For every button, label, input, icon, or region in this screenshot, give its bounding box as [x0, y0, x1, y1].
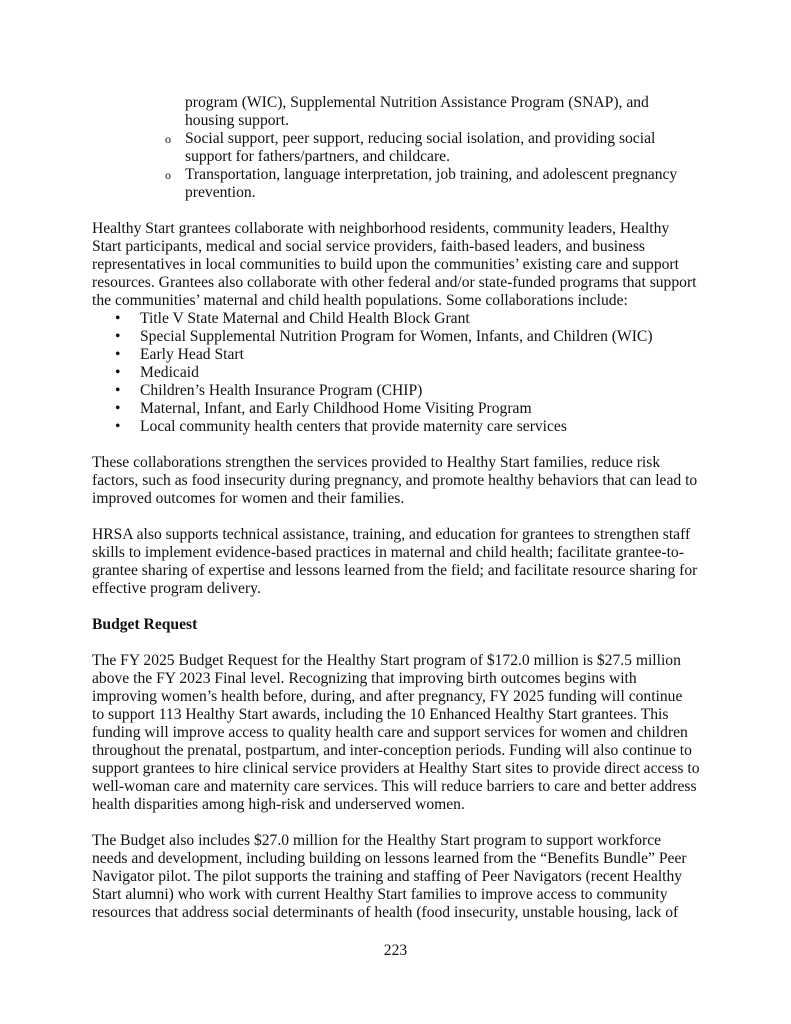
line-text: Maternal, Infant, and Early Childhood Home Visiting Program [140, 400, 532, 417]
workforce-paragraph-line [92, 832, 712, 850]
line-text: needs and development, including building on lessons learned from the “Benefits Bundle” Peer [92, 850, 687, 867]
line-text: Title V State Maternal and Child Health Block Grant [140, 310, 470, 327]
hrsa-paragraph-line [92, 544, 712, 562]
sub-bullet-item-line [92, 94, 712, 112]
document-body [92, 94, 712, 922]
line-text: The FY 2025 Budget Request for the Healthy Start program of $172.0 million is $27.5 million [92, 652, 681, 669]
collaboration-paragraph-line [92, 220, 712, 238]
hrsa-paragraph-line [92, 580, 712, 598]
line-text: Medicaid [140, 364, 199, 381]
line-text: well-woman care and maternity care services. This will reduce barriers to care and better address [92, 778, 697, 795]
strengthen-paragraph-line [92, 454, 712, 472]
bullet-list-item [92, 400, 712, 418]
line-text: support for fathers/partners, and childcare. [185, 148, 450, 165]
line-text: housing support. [185, 112, 289, 129]
line-text: funding will improve access to quality health care and support services for women and children [92, 724, 688, 741]
bullet-icon: • [115, 310, 121, 327]
line-text: throughout the prenatal, postpartum, and inter-conception periods. Funding will also continue to [92, 742, 692, 759]
hrsa-paragraph-line [92, 562, 712, 580]
line-text: resources. Grantees also collaborate with other federal and/or state-funded programs that support [92, 274, 697, 291]
spacer [92, 508, 712, 526]
budget-paragraph-line [92, 742, 712, 760]
budget-paragraph-line [92, 670, 712, 688]
bullet-icon: • [115, 328, 121, 345]
bullet-icon: • [115, 382, 121, 399]
bullet-icon: • [115, 364, 121, 381]
line-text: factors, such as food insecurity during pregnancy, and promote healthy behaviors that can lead to [92, 472, 698, 489]
bullet-icon: • [115, 400, 121, 417]
line-text: Local community health centers that provide maternity care services [140, 418, 567, 435]
line-text: grantee sharing of expertise and lessons learned from the field; and facilitate resource sharing for [92, 562, 698, 579]
line-text: resources that address social determinants of health (food insecurity, unstable housing, lack of [92, 904, 679, 921]
bullet-icon: • [115, 346, 121, 363]
bullet-list-item [92, 346, 712, 364]
budget-paragraph-line [92, 724, 712, 742]
budget-paragraph-line [92, 652, 712, 670]
line-text: health disparities among high-risk and underserved women. [92, 796, 465, 813]
line-text: Start participants, medical and social service providers, faith-based leaders, and business [92, 238, 645, 255]
line-text: support grantees to hire clinical service providers at Healthy Start sites to provide direct access to [92, 760, 700, 777]
line-text: Budget Request [92, 616, 198, 633]
hollow-bullet-icon: o [165, 132, 171, 146]
collaboration-paragraph-line [92, 292, 712, 310]
line-text: Special Supplemental Nutrition Program for Women, Infants, and Children (WIC) [140, 328, 653, 345]
collaboration-paragraph-line [92, 274, 712, 292]
budget-paragraph-line [92, 796, 712, 814]
workforce-paragraph-line [92, 904, 712, 922]
bullet-list-item [92, 328, 712, 346]
spacer [92, 634, 712, 652]
line-text: the communities’ maternal and child health populations. Some collaborations include: [92, 292, 628, 309]
line-text: to support 113 Healthy Start awards, including the 10 Enhanced Healthy Start grantees. This [92, 706, 669, 723]
section-heading [92, 616, 712, 634]
line-text: Healthy Start grantees collaborate with neighborhood residents, community leaders, Healthy [92, 220, 670, 237]
sub-bullet-item-line [92, 184, 712, 202]
bullet-list-item [92, 310, 712, 328]
line-text: skills to implement evidence-based practices in maternal and child health; facilitate grantee-to- [92, 544, 684, 561]
budget-paragraph-line [92, 706, 712, 724]
hrsa-paragraph-line [92, 526, 712, 544]
line-text: Navigator pilot. The pilot supports the training and staffing of Peer Navigators (recent Healthy [92, 868, 683, 885]
bullet-list-item [92, 382, 712, 400]
line-text: prevention. [185, 184, 256, 201]
strengthen-paragraph-line [92, 472, 712, 490]
line-text: Transportation, language interpretation, job training, and adolescent pregnancy [185, 166, 678, 183]
budget-paragraph-line [92, 778, 712, 796]
hollow-bullet-icon: o [165, 168, 171, 182]
bullet-list-item [92, 364, 712, 382]
line-text: Social support, peer support, reducing social isolation, and providing social [185, 130, 656, 147]
collaboration-paragraph-line [92, 238, 712, 256]
page-number: 223 [383, 942, 408, 959]
line-text: These collaborations strengthen the services provided to Healthy Start families, reduce risk [92, 454, 661, 471]
collaboration-paragraph-line [92, 256, 712, 274]
line-text: Children’s Health Insurance Program (CHIP) [140, 382, 423, 399]
line-text: representatives in local communities to build upon the communities’ existing care and support [92, 256, 679, 273]
sub-bullet-item-line [92, 166, 712, 184]
line-text: program (WIC), Supplemental Nutrition Assistance Program (SNAP), and [185, 94, 649, 111]
line-text: Start alumni) who work with current Healthy Start families to improve access to community [92, 886, 668, 903]
line-text: Early Head Start [140, 346, 244, 363]
spacer [92, 598, 712, 616]
workforce-paragraph-line [92, 886, 712, 904]
budget-paragraph-line [92, 760, 712, 778]
spacer [92, 814, 712, 832]
line-text: improving women’s health before, during, and after pregnancy, FY 2025 funding will continue [92, 688, 683, 705]
line-text: improved outcomes for women and their families. [92, 490, 405, 507]
workforce-paragraph-line [92, 850, 712, 868]
sub-bullet-item-line [92, 112, 712, 130]
line-text: above the FY 2023 Final level. Recognizing that improving birth outcomes begins with [92, 670, 637, 687]
bullet-list-item [92, 418, 712, 436]
line-text: The Budget also includes $27.0 million for the Healthy Start program to support workforce [92, 832, 662, 849]
sub-bullet-item-line [92, 130, 712, 148]
spacer [92, 436, 712, 454]
budget-paragraph-line [92, 688, 712, 706]
line-text: HRSA also supports technical assistance, training, and education for grantees to strengthen staff [92, 526, 691, 543]
line-text: effective program delivery. [92, 580, 261, 597]
strengthen-paragraph-line [92, 490, 712, 508]
sub-bullet-item-line [92, 148, 712, 166]
bullet-icon: • [115, 418, 121, 435]
workforce-paragraph-line [92, 868, 712, 886]
spacer [92, 202, 712, 220]
